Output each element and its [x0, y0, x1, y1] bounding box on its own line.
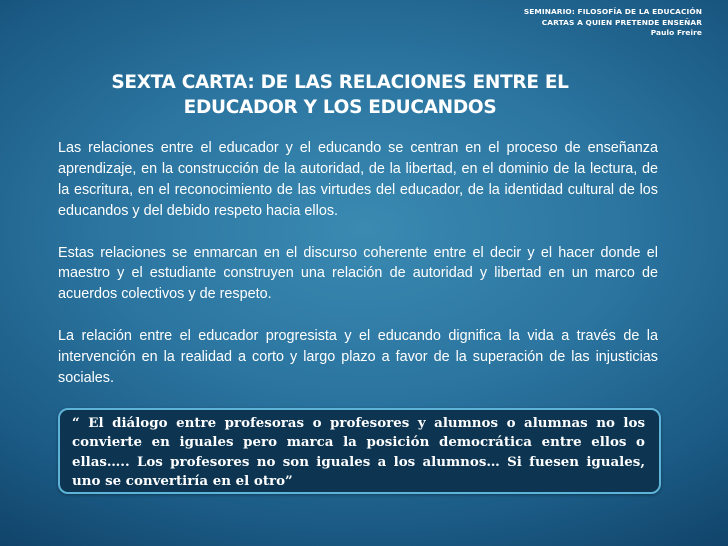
- quote-box: [58, 408, 661, 494]
- book-title: CARTAS A QUIEN PRETENDE ENSEÑAR: [541, 17, 702, 27]
- paragraph-2: Estas relaciones se enmarcan en el discurso coherente entre el decir y el hacer donde el maestro y el estudiante construyen una relación de autoridad y libertad en un marco de acuerdos colectivos y de respeto.: [58, 244, 658, 303]
- title-line-2: EDUCADOR Y LOS EDUCANDOS: [183, 97, 497, 118]
- seminar-title: SEMINARIO: FILOSOFÍA DE LA EDUCACIÓN: [523, 7, 702, 16]
- quote-text: “ El diálogo entre profesoras o profesores y alumnos o alumnas no los convierte en iguales pero marca la posición democrática entre ellos o ellas….. Los profesores no son iguales a los alumnos… Si fuesen iguales, uno se convertiría en el otro”: [72, 415, 645, 490]
- title-line-1: SEXTA CARTA: DE LAS RELACIONES ENTRE EL: [111, 72, 569, 93]
- body-text: [58, 138, 658, 410]
- paragraph-1: Las relaciones entre el educador y el educando se centran en el proceso de enseñanza aprendizaje, en la construcción de la autoridad, de la libertad, en el dominio de la lectura, de la escritura, en el reconocimiento de las virtudes del educador, de la identidad cultural de los educandos y del debido respeto hacia ellos.: [58, 140, 658, 219]
- paragraph-3: La relación entre el educador progresista y el educando dignifica la vida a través de la intervención en la realidad a corto y largo plazo a favor de la superación de las injusticias sociales.: [58, 328, 658, 386]
- author-name: Paulo Freire: [650, 28, 702, 37]
- seminar-header: [524, 7, 702, 39]
- page-title: [60, 70, 620, 120]
